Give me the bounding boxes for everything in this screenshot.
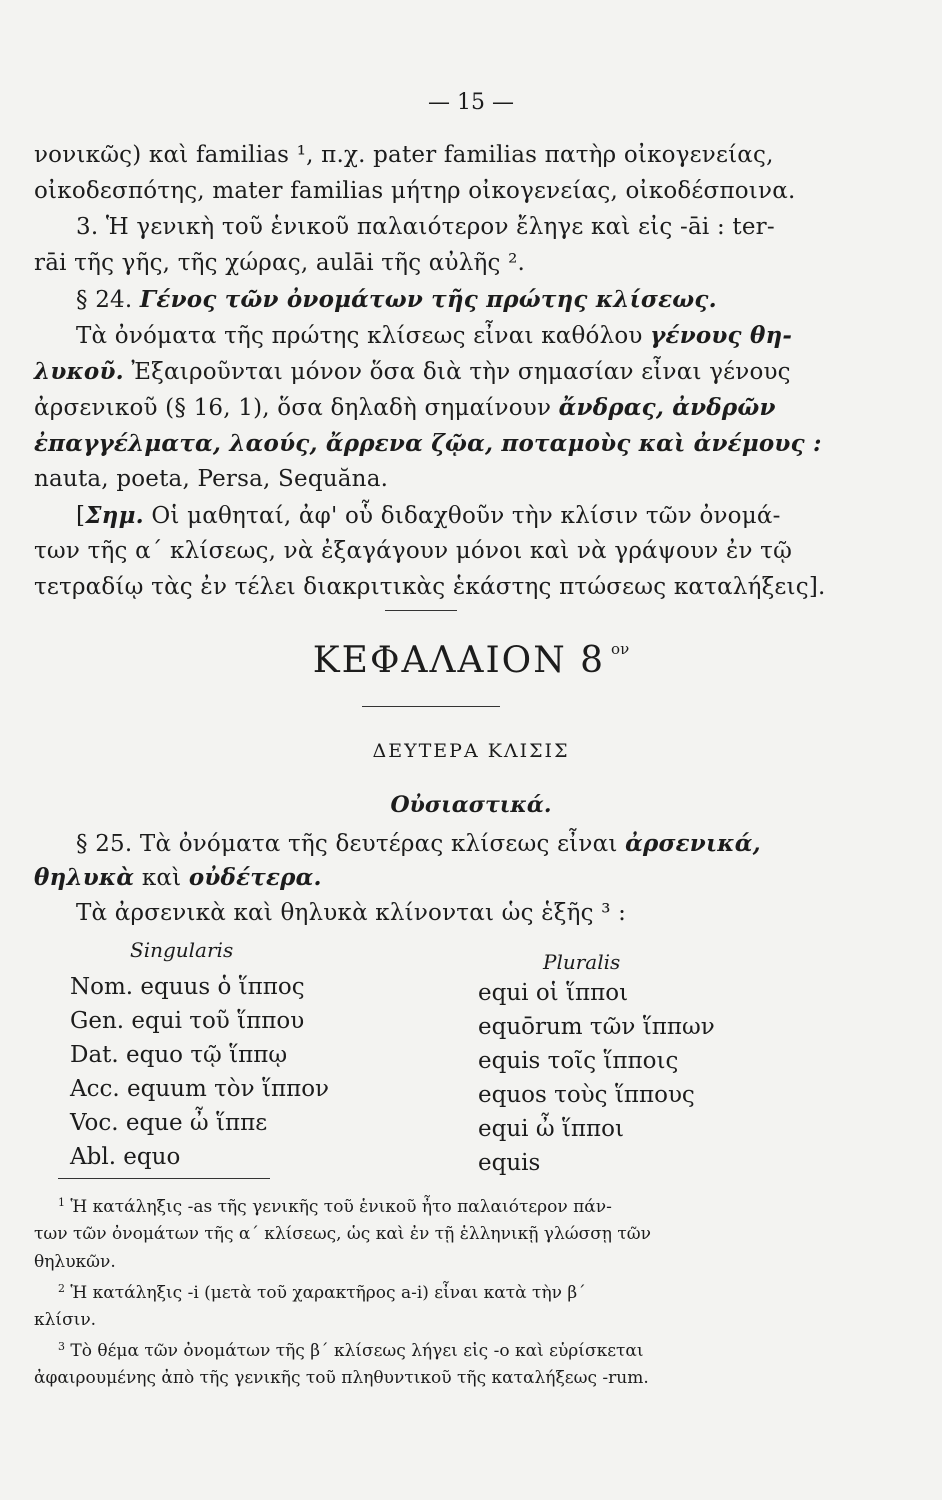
singular-row: Abl. equo [70,1144,181,1170]
section-24-text: Ἐξαιροῦνται μόνον ὅσα διὰ τὴν σημασίαν εἶναι γένους [131,359,791,385]
plural-header: Pluralis [543,950,621,974]
footnote-line [58,1196,612,1217]
footnote-text: Ἡ κατάληξις -i (μετὰ τοῦ χαρακτῆρος a-i) εἶναι κατὰ τὴν β΄ [70,1283,586,1303]
singular-row: Voc. eque ὦ ἵππε [70,1110,268,1136]
divider [362,706,500,707]
plural-row: equi ὦ ἵπποι [478,1116,624,1142]
section-24-text: Τὰ ὀνόματα τῆς πρώτης κλίσεως εἶναι καθόλου [76,323,643,349]
body-line-2: οἰκοδεσπότης, mater familias μήτηρ οἰκογενείας, οἰκοδέσποινα. [34,178,796,204]
note-bracket: [ [76,503,86,529]
footnote-line [58,1282,586,1303]
declension-title: ΔΕΥΤΕΡΑ ΚΛΙΣΙΣ [372,740,570,762]
chapter-title [0,640,942,681]
section-24-line-4: ἐπαγγέλματα, λαούς, ἄρρενα ζῷα, ποταμοὺς καὶ ἀνέμους : [34,430,822,457]
note-label: Σημ. [85,502,144,529]
footnote-line: των τῶν ὀνομάτων τῆς α΄ κλίσεως, ὡς καὶ ἐν τῇ ἑλληνικῇ γλώσσῃ τῶν [34,1224,651,1244]
section-25-emphasis: θηλυκὰ [34,864,135,891]
section-24-number: § 24. [76,287,133,313]
section-24-heading: Γένος τῶν ὀνομάτων τῆς πρώτης κλίσεως. [139,286,717,313]
divider [385,610,457,611]
section-24-line-1 [76,322,792,349]
plural-row: equis τοῖς ἵπποις [478,1048,679,1074]
body-line-4: rāi τῆς γῆς, τῆς χώρας, aulāi τῆς αὐλῆς ². [34,250,525,276]
section-25-text: καὶ [141,865,182,891]
section-25-line-2 [34,864,322,891]
note-line-2: των τῆς α΄ κλίσεως, νὰ ἐξαγάγουν μόνοι καὶ νὰ γράψουν ἐν τῷ [34,538,793,564]
singular-row: Acc. equum τὸν ἵππον [70,1076,330,1102]
section-24-line-2 [34,358,791,385]
footnote-line: θηλυκῶν. [34,1252,116,1272]
section-25-line-3: Τὰ ἀρσενικὰ καὶ θηλυκὰ κλίνονται ὡς ἑξῆς ³ : [76,900,627,926]
chapter-ordinal: ον [611,640,630,658]
footnote-line: κλίσιν. [34,1310,97,1330]
footnote-text: Ἡ κατάληξις -as τῆς γενικῆς τοῦ ἑνικοῦ ἦτο παλαιότερον πάν- [70,1197,612,1217]
chapter-title-text: ΚΕΦΑΛΑΙΟΝ 8 [312,640,606,681]
footnote-mark: 1 [58,1196,65,1209]
body-line-3: 3. Ἡ γενικὴ τοῦ ἑνικοῦ παλαιότερον ἔληγε καὶ εἰς -āi : ter- [76,214,775,240]
plural-row: equōrum τῶν ἵππων [478,1014,715,1040]
plural-row: equi οἱ ἵπποι [478,980,629,1006]
footnote-text: Τὸ θέμα τῶν ὀνομάτων τῆς β΄ κλίσεως λήγει εἰς -o καὶ εὑρίσκεται [70,1341,644,1361]
singular-header: Singularis [130,938,234,962]
footnote-mark: 3 [58,1340,65,1353]
note-text: Οἱ μαθηταί, ἀφ' οὗ διδαχθοῦν τὴν κλίσιν τῶν ὀνομά- [151,503,781,529]
section-24-text: ἀρσενικοῦ (§ 16, 1), ὅσα δηλαδὴ σημαίνουν [34,395,552,421]
section-24-line-5: nauta, poeta, Persa, Sequăna. [34,466,389,492]
singular-row: Nom. equus ὁ ἵππος [70,974,305,1000]
section-24-emphasis: γένους θη- [650,322,793,349]
section-24-heading-line [76,286,717,313]
note-line-3: τετραδίῳ τὰς ἐν τέλει διακριτικὰς ἑκάστης πτώσεως καταλήξεις]. [34,574,826,600]
page-number: — 15 — [428,90,514,115]
section-25-emphasis: οὐδέτερα. [188,864,322,891]
note-line-1 [76,502,781,529]
section-24-line-3 [34,394,776,421]
footnote-rule [58,1178,270,1179]
section-25-text: Τὰ ὀνόματα τῆς δευτέρας κλίσεως εἶναι [139,831,618,857]
plural-row: equos τοὺς ἵππους [478,1082,695,1108]
footnote-line: ἀφαιρουμένης ἀπὸ τῆς γενικῆς τοῦ πληθυντικοῦ τῆς καταλήξεως -rum. [34,1368,649,1388]
section-24-emphasis: ἄνδρας, ἀνδρῶν [558,394,776,421]
footnote-mark: 2 [58,1282,65,1295]
singular-row: Dat. equo τῷ ἵππῳ [70,1042,288,1068]
singular-row: Gen. equi τοῦ ἵππου [70,1008,305,1034]
section-25-line-1 [76,830,761,857]
section-24-emphasis: λυκοῦ. [34,358,124,385]
plural-row: equis [478,1150,541,1176]
section-25-number: § 25. [76,831,133,857]
subheading: Οὐσιαστικά. [390,792,552,818]
body-line-1: νονικῶς) καὶ familias ¹, π.χ. pater familias πατὴρ οἰκογενείας, [34,142,774,168]
footnote-line [58,1340,644,1361]
section-25-emphasis: ἀρσενικά, [625,830,761,857]
